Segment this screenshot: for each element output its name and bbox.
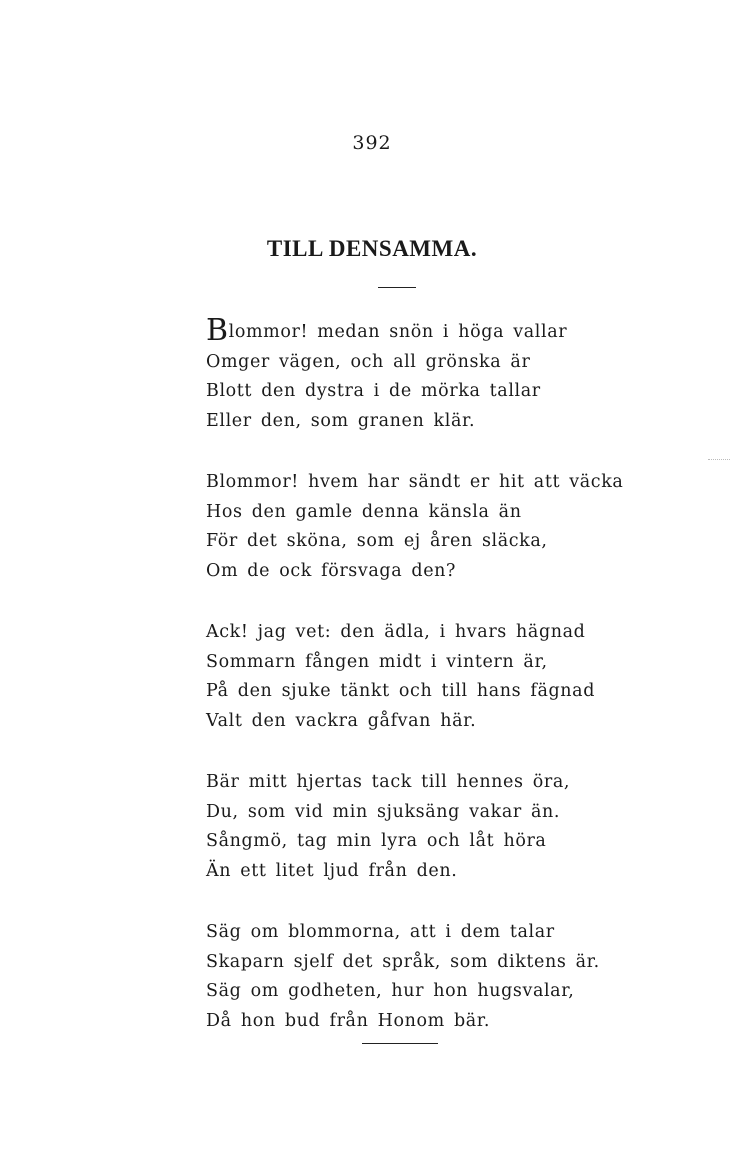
poem-title: TILL DENSAMMA. bbox=[266, 236, 478, 261]
page-number: 392 bbox=[352, 132, 392, 154]
stanza-5 bbox=[206, 918, 726, 1036]
poem-line: Om de ock försvaga den? bbox=[206, 560, 457, 581]
poem-line bbox=[206, 313, 726, 348]
poem-line: Blott den dystra i de mörka tallar bbox=[206, 381, 541, 401]
poem-line: Omger vägen, och all grönska är bbox=[206, 351, 531, 372]
drop-cap: B bbox=[206, 313, 229, 348]
stanza-4 bbox=[206, 768, 726, 886]
margin-mark bbox=[708, 459, 730, 460]
poem-line: Bär mitt hjertas tack till hennes öra, bbox=[206, 772, 571, 792]
poem-line: Säg om godheten, hur hon hugsvalar, bbox=[206, 981, 575, 1001]
poem-line: För det sköna, som ej åren släcka, bbox=[206, 531, 548, 551]
first-line-text: lommor! medan snön i höga vallar bbox=[228, 322, 568, 342]
poem-line: Skaparn sjelf det språk, som diktens är. bbox=[206, 951, 600, 972]
stanza-2 bbox=[206, 468, 726, 586]
poem-line: Säg om blommorna, att i dem talar bbox=[206, 922, 555, 942]
poem-line: Då hon bud från Honom bär. bbox=[206, 1010, 491, 1031]
poem-line: Sommarn fången midt i vintern är, bbox=[206, 651, 548, 672]
poem-body bbox=[206, 313, 726, 1068]
poem-line: Än ett litet ljud från den. bbox=[206, 860, 458, 881]
end-divider bbox=[362, 1043, 438, 1044]
stanza-1 bbox=[206, 313, 726, 436]
poem-line: Ack! jag vet: den ädla, i hvars hägnad bbox=[206, 622, 586, 642]
poem-line: Blommor! hvem har sändt er hit att väcka bbox=[206, 472, 624, 492]
poem-line: Eller den, som granen klär. bbox=[206, 410, 476, 431]
title-divider bbox=[378, 287, 416, 288]
poem-line: Sångmö, tag min lyra och låt höra bbox=[206, 831, 547, 851]
poem-line: Hos den gamle denna känsla än bbox=[206, 501, 522, 522]
poem-line: På den sjuke tänkt och till hans fägnad bbox=[206, 681, 596, 701]
poem-line: Valt den vackra gåfvan här. bbox=[206, 710, 477, 731]
poem-line: Du, som vid min sjuksäng vakar än. bbox=[206, 801, 561, 822]
stanza-3 bbox=[206, 618, 726, 736]
